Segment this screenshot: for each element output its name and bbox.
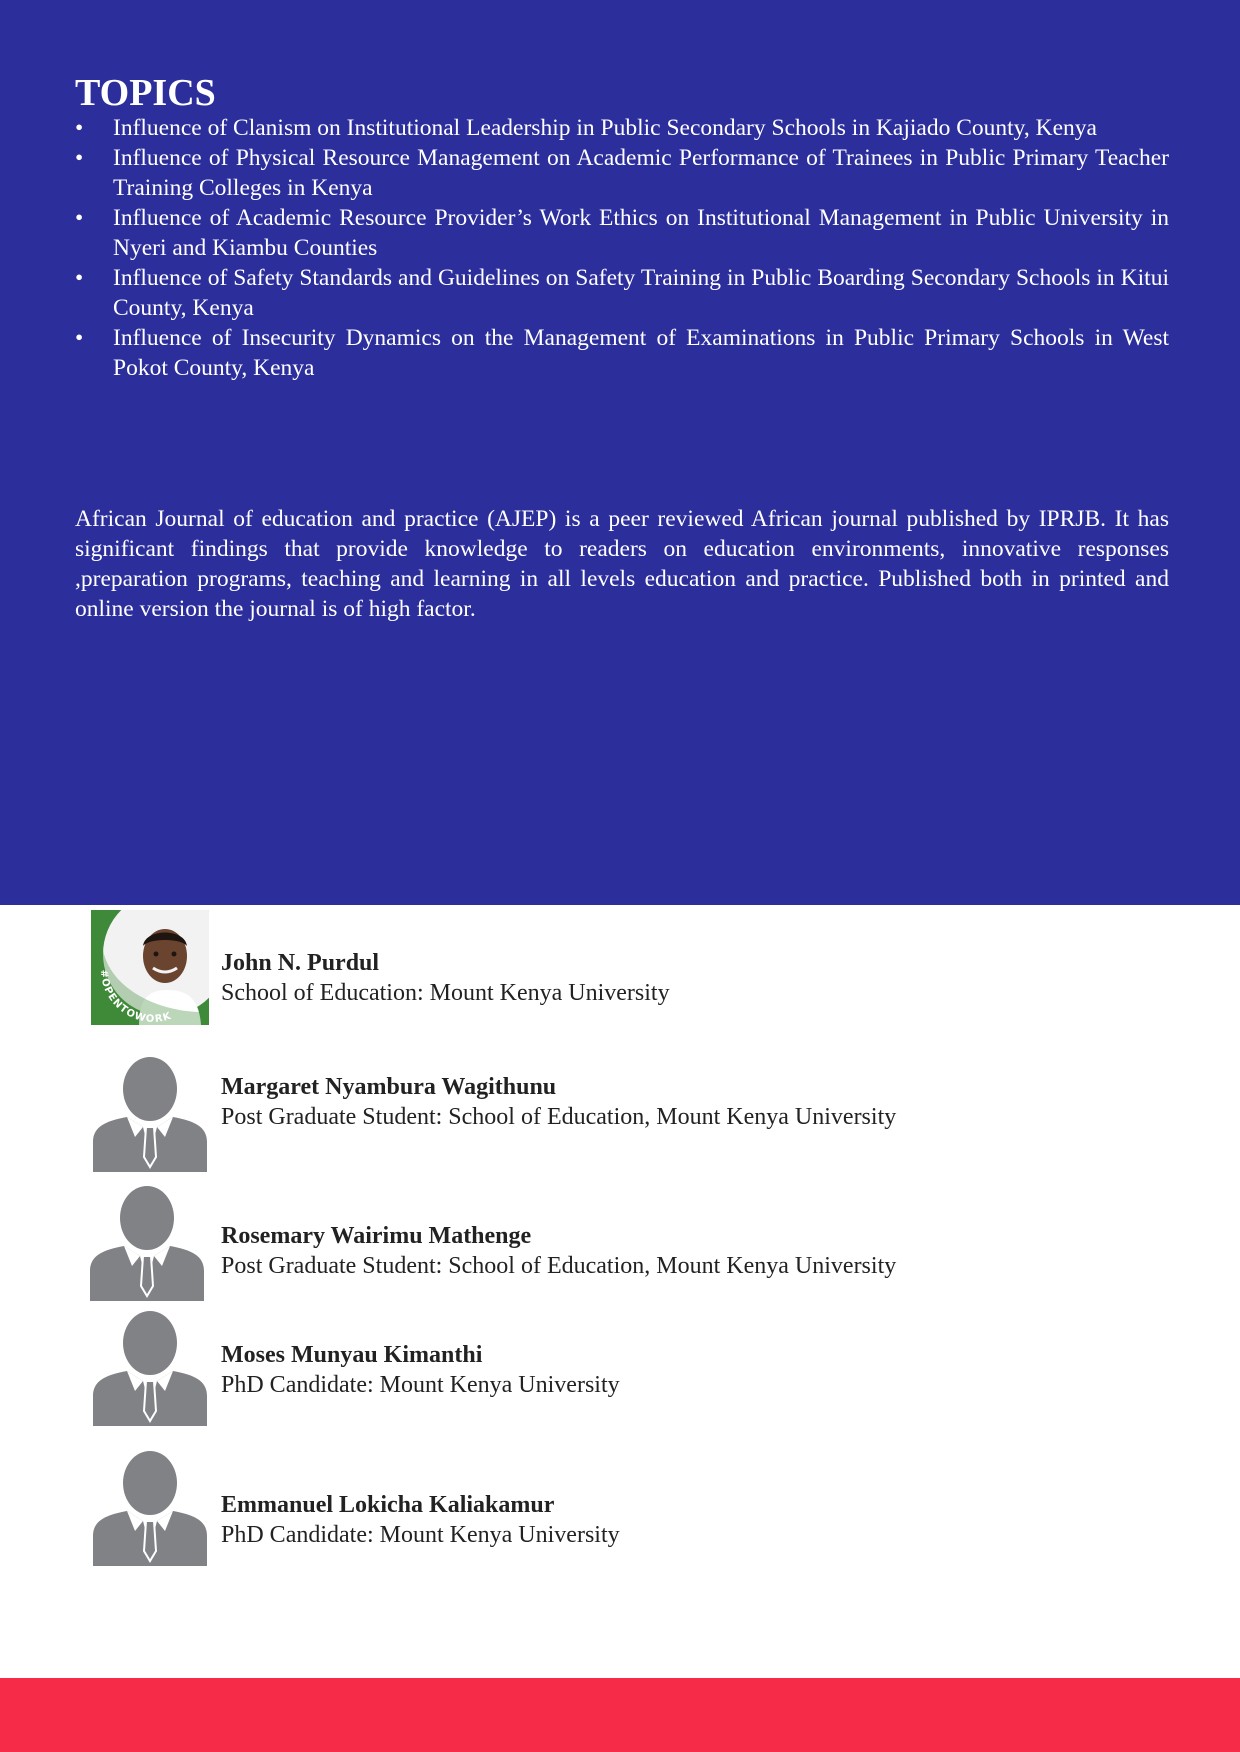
author-name: Rosemary Wairimu Mathenge <box>221 1223 532 1249</box>
author-entry <box>88 910 1188 1030</box>
topics-list <box>75 113 1169 383</box>
author-entry <box>88 1445 1188 1565</box>
author-name: John N. Purdul <box>221 950 380 976</box>
author-name: Margaret Nyambura Wagithunu <box>221 1074 557 1100</box>
author-entry <box>88 1305 1188 1425</box>
author-name: Emmanuel Lokicha Kaliakamur <box>221 1492 555 1518</box>
journal-description: African Journal of education and practice (AJEP) is a peer reviewed African journal published by IPRJB. It has significant findings that provide knowledge to readers on education environments, innovative responses ,preparation programs, teaching and learning in all levels education and practice. Published both in printed and online version the journal is of high factor. <box>75 506 1169 622</box>
opentowork-badge-text: #OPENTOWORK <box>97 969 174 1025</box>
author-entry <box>88 1175 1188 1295</box>
avatar-placeholder-icon <box>91 1057 209 1172</box>
author-photo <box>91 910 209 1025</box>
author-name: Moses Munyau Kimanthi <box>221 1342 483 1368</box>
avatar-placeholder-icon <box>91 1451 209 1566</box>
footer-bar <box>0 1678 1240 1752</box>
author-affiliation: Post Graduate Student: School of Education, Mount Kenya University <box>221 1253 897 1279</box>
topics-heading: TOPICS <box>75 72 216 114</box>
topic-item: • Influence of Safety Standards and Guidelines on Safety Training in Public Boarding Secondary Schools in Kitui County, Kenya <box>75 263 1169 323</box>
topic-item: • Influence of Academic Resource Provider’s Work Ethics on Institutional Management in Public University in Nyeri and Kiambu Counties <box>75 203 1169 263</box>
topic-item: • Influence of Insecurity Dynamics on the Management of Examinations in Public Primary Schools in West Pokot County, Kenya <box>75 323 1169 383</box>
avatar-placeholder-icon <box>88 1186 206 1301</box>
author-affiliation: Post Graduate Student: School of Education, Mount Kenya University <box>221 1104 897 1130</box>
author-affiliation: PhD Candidate: Mount Kenya University <box>221 1522 620 1548</box>
topic-item: • Influence of Clanism on Institutional Leadership in Public Secondary Schools in Kajiado County, Kenya <box>75 113 1169 143</box>
topic-item: • Influence of Physical Resource Management on Academic Performance of Trainees in Public Primary Teacher Training Colleges in Kenya <box>75 143 1169 203</box>
author-affiliation: PhD Candidate: Mount Kenya University <box>221 1372 620 1398</box>
author-entry <box>88 1045 1188 1165</box>
author-affiliation: School of Education: Mount Kenya University <box>221 980 670 1006</box>
avatar-placeholder-icon <box>91 1311 209 1426</box>
